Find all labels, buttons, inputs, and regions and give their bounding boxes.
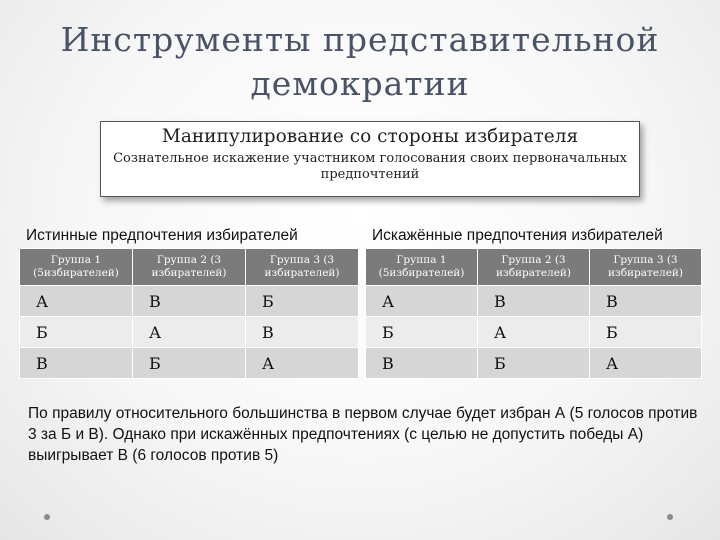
table-row xyxy=(366,317,702,348)
table-header-cell: Группа 1 (5избирателей) xyxy=(20,249,133,286)
table-cell: А xyxy=(590,348,702,379)
decorative-dot-right xyxy=(667,514,673,520)
table-row xyxy=(20,286,359,317)
distorted-prefs-label: Искажённые предпочтения избирателей xyxy=(372,227,663,244)
table-cell: Б xyxy=(590,317,702,348)
table-header-cell: Группа 2 (3 избирателей) xyxy=(133,249,246,286)
table-cell: Б xyxy=(366,317,478,348)
true-prefs-label: Истинные предпочтения избирателей xyxy=(26,227,298,244)
table-cell: Б xyxy=(20,317,133,348)
table-header-cell: Группа 3 (3 избирателей) xyxy=(590,249,702,286)
table-row xyxy=(366,348,702,379)
table-cell: В xyxy=(590,286,702,317)
table-cell: В xyxy=(246,317,359,348)
table-cell: В xyxy=(133,286,246,317)
table-header-row xyxy=(366,249,702,286)
table-cell: А xyxy=(20,286,133,317)
table-cell: А xyxy=(478,317,590,348)
table-cell: А xyxy=(133,317,246,348)
distorted-prefs-table xyxy=(365,248,702,379)
table-cell: В xyxy=(20,348,133,379)
decorative-dot-left xyxy=(44,514,50,520)
slide-title: Инструменты представительной демократии xyxy=(60,20,660,103)
box-heading: Манипулирование со стороны избирателя xyxy=(161,126,579,147)
manipulation-box xyxy=(100,121,640,197)
table-row xyxy=(20,348,359,379)
true-prefs-table xyxy=(19,248,359,379)
table-row xyxy=(20,317,359,348)
box-subtitle: Сознательное искажение участником голосования своих первоначальных предпочтений xyxy=(113,151,627,182)
table-header-cell: Группа 1 (5избирателей) xyxy=(366,249,478,286)
table-header-cell: Группа 2 (3 избирателей) xyxy=(478,249,590,286)
table-cell: Б xyxy=(478,348,590,379)
table-header-cell: Группа 3 (3 избирателей) xyxy=(246,249,359,286)
table-cell: А xyxy=(246,348,359,379)
table-cell: В xyxy=(478,286,590,317)
table-row xyxy=(366,286,702,317)
table-cell: Б xyxy=(133,348,246,379)
table-cell: Б xyxy=(246,286,359,317)
table-header-row xyxy=(20,249,359,286)
conclusion-text: По правилу относительного большинства в первом случае будет избран А (5 голосов против 3 за Б и В). Однако при искажённых предпочтениях (с целью не допустить победы А) выигрывает В (6 голосов против 5) xyxy=(28,405,698,464)
table-cell: А xyxy=(366,286,478,317)
table-cell: В xyxy=(366,348,478,379)
